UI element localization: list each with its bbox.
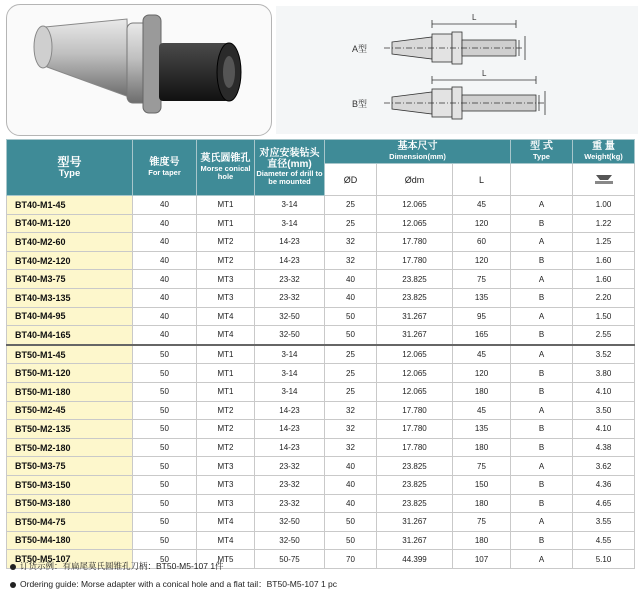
- cell-drill: 14-23: [255, 401, 325, 420]
- cell-taper: 50: [133, 475, 197, 494]
- cell-l: 75: [453, 457, 511, 476]
- bullet-icon: [10, 564, 16, 570]
- cell-dm: 17.780: [377, 420, 453, 439]
- cell-type: A: [511, 196, 573, 215]
- scale-icon: [592, 173, 616, 185]
- cell-dm: 12.065: [377, 345, 453, 364]
- cell-weight: 3.55: [573, 513, 635, 532]
- cell-d: 25: [325, 214, 377, 233]
- table-row: [7, 420, 635, 439]
- cell-drill: 23-32: [255, 475, 325, 494]
- table-row: [7, 270, 635, 289]
- cell-weight: 1.00: [573, 196, 635, 215]
- cell-l: 180: [453, 531, 511, 550]
- cell-taper: 40: [133, 233, 197, 252]
- header-drill: 对应安装钻头直径(mm) Diameter of drill to be mounted: [255, 140, 325, 196]
- cell-d: 50: [325, 307, 377, 326]
- cell-drill: 3-14: [255, 345, 325, 364]
- cell-l: 120: [453, 364, 511, 383]
- cell-dm: 31.267: [377, 326, 453, 345]
- cell-d: 40: [325, 270, 377, 289]
- table-row: [7, 196, 635, 215]
- cell-drill: 32-50: [255, 531, 325, 550]
- cell-weight: 4.10: [573, 382, 635, 401]
- cell-drill: 3-14: [255, 364, 325, 383]
- cell-morse: MT1: [197, 196, 255, 215]
- cell-model: BT40-M2-120: [7, 251, 133, 270]
- cell-d: 40: [325, 494, 377, 513]
- table-row: [7, 307, 635, 326]
- cell-type: A: [511, 457, 573, 476]
- cell-type: B: [511, 364, 573, 383]
- table-row: [7, 475, 635, 494]
- cell-morse: MT3: [197, 288, 255, 307]
- cell-weight: 3.62: [573, 457, 635, 476]
- cell-weight: 5.10: [573, 550, 635, 569]
- cell-d: 40: [325, 457, 377, 476]
- cell-dm: 23.825: [377, 475, 453, 494]
- type-blank: [511, 164, 573, 196]
- cell-morse: MT3: [197, 270, 255, 289]
- cell-dm: 12.065: [377, 364, 453, 383]
- header-type: 型 式 Type: [511, 140, 573, 164]
- cell-drill: 23-32: [255, 494, 325, 513]
- cell-weight: 4.65: [573, 494, 635, 513]
- cell-drill: 3-14: [255, 382, 325, 401]
- order-note-en: Ordering guide: Morse adapter with a conical hole and a flat tail：BT50-M5-107 1 pc: [10, 578, 337, 590]
- cell-drill: 32-50: [255, 513, 325, 532]
- table-row: [7, 251, 635, 270]
- header-morse: 莫氏圆锥孔 Morse conical hole: [197, 140, 255, 196]
- cell-l: 135: [453, 420, 511, 439]
- header-dimension: 基本尺寸 Dimension(mm): [325, 140, 511, 164]
- cell-morse: MT2: [197, 401, 255, 420]
- cell-model: BT50-M1-45: [7, 345, 133, 364]
- cell-type: A: [511, 233, 573, 252]
- table-row: [7, 494, 635, 513]
- spec-table: [6, 139, 635, 569]
- cell-taper: 40: [133, 214, 197, 233]
- cell-morse: MT5: [197, 550, 255, 569]
- cell-model: BT40-M4-95: [7, 307, 133, 326]
- header-dm: Ødm: [377, 164, 453, 196]
- cell-d: 32: [325, 401, 377, 420]
- cell-weight: 1.22: [573, 214, 635, 233]
- cell-weight: 3.52: [573, 345, 635, 364]
- cell-model: BT40-M1-120: [7, 214, 133, 233]
- cell-type: B: [511, 494, 573, 513]
- cell-type: B: [511, 438, 573, 457]
- cell-model: BT40-M1-45: [7, 196, 133, 215]
- cell-taper: 40: [133, 326, 197, 345]
- cell-model: BT40-M3-75: [7, 270, 133, 289]
- cell-type: A: [511, 401, 573, 420]
- cell-model: BT50-M4-180: [7, 531, 133, 550]
- cell-type: B: [511, 214, 573, 233]
- table-row: [7, 214, 635, 233]
- table-row: [7, 382, 635, 401]
- cell-model: BT50-M2-180: [7, 438, 133, 457]
- table-row: [7, 531, 635, 550]
- cell-model: BT50-M2-135: [7, 420, 133, 439]
- cell-dm: 17.780: [377, 401, 453, 420]
- cell-l: 135: [453, 288, 511, 307]
- cell-drill: 23-32: [255, 288, 325, 307]
- cell-dm: 44.399: [377, 550, 453, 569]
- cell-l: 120: [453, 214, 511, 233]
- cell-model: BT50-M5-107: [7, 550, 133, 569]
- cell-weight: 1.60: [573, 270, 635, 289]
- cell-type: B: [511, 382, 573, 401]
- cell-d: 32: [325, 251, 377, 270]
- cell-drill: 32-50: [255, 326, 325, 345]
- header-model: 型号 Type: [7, 140, 133, 196]
- cell-weight: 3.50: [573, 401, 635, 420]
- cell-morse: MT1: [197, 345, 255, 364]
- header-d: ØD: [325, 164, 377, 196]
- cell-weight: 4.55: [573, 531, 635, 550]
- cell-type: B: [511, 475, 573, 494]
- table-row: [7, 513, 635, 532]
- header-taper: 锥度号 For taper: [133, 140, 197, 196]
- cell-l: 180: [453, 438, 511, 457]
- cell-l: 60: [453, 233, 511, 252]
- cell-l: 120: [453, 251, 511, 270]
- table-row: [7, 438, 635, 457]
- weight-icon-cell: [573, 164, 635, 196]
- cell-type: A: [511, 307, 573, 326]
- cell-dm: 31.267: [377, 307, 453, 326]
- cell-weight: 2.20: [573, 288, 635, 307]
- cell-type: B: [511, 288, 573, 307]
- cell-morse: MT1: [197, 382, 255, 401]
- cell-model: BT40-M4-165: [7, 326, 133, 345]
- cell-d: 25: [325, 382, 377, 401]
- cell-morse: MT4: [197, 531, 255, 550]
- cell-taper: 50: [133, 345, 197, 364]
- cell-model: BT50-M2-45: [7, 401, 133, 420]
- cell-taper: 50: [133, 382, 197, 401]
- cell-taper: 40: [133, 288, 197, 307]
- cell-morse: MT3: [197, 475, 255, 494]
- cell-d: 70: [325, 550, 377, 569]
- diagram-label-b: B型: [352, 99, 368, 109]
- cell-d: 32: [325, 438, 377, 457]
- cell-taper: 40: [133, 270, 197, 289]
- cell-drill: 32-50: [255, 307, 325, 326]
- cell-l: 45: [453, 401, 511, 420]
- cell-model: BT50-M1-120: [7, 364, 133, 383]
- cell-weight: 4.38: [573, 438, 635, 457]
- cell-d: 32: [325, 420, 377, 439]
- cell-morse: MT4: [197, 307, 255, 326]
- cell-drill: 23-32: [255, 270, 325, 289]
- cell-d: 50: [325, 326, 377, 345]
- cell-taper: 50: [133, 438, 197, 457]
- cell-drill: 23-32: [255, 457, 325, 476]
- cell-model: BT50-M4-75: [7, 513, 133, 532]
- cell-dm: 17.780: [377, 233, 453, 252]
- cell-l: 165: [453, 326, 511, 345]
- cell-type: A: [511, 270, 573, 289]
- cell-morse: MT1: [197, 214, 255, 233]
- cell-model: BT50-M3-75: [7, 457, 133, 476]
- cell-morse: MT4: [197, 326, 255, 345]
- diagram-label-a: A型: [352, 44, 368, 54]
- cell-l: 45: [453, 196, 511, 215]
- cell-type: B: [511, 326, 573, 345]
- cell-weight: 1.25: [573, 233, 635, 252]
- cell-dm: 23.825: [377, 270, 453, 289]
- cell-weight: 3.80: [573, 364, 635, 383]
- cell-l: 107: [453, 550, 511, 569]
- cell-taper: 40: [133, 307, 197, 326]
- cell-d: 50: [325, 531, 377, 550]
- table-row: [7, 401, 635, 420]
- cell-morse: MT3: [197, 457, 255, 476]
- cell-weight: 4.36: [573, 475, 635, 494]
- cell-type: A: [511, 550, 573, 569]
- cell-d: 25: [325, 345, 377, 364]
- cell-l: 180: [453, 382, 511, 401]
- table-row: [7, 457, 635, 476]
- cell-weight: 1.50: [573, 307, 635, 326]
- cell-dm: 31.267: [377, 531, 453, 550]
- cell-drill: 3-14: [255, 214, 325, 233]
- technical-drawing: [370, 6, 640, 134]
- cell-morse: MT2: [197, 438, 255, 457]
- table-row: [7, 233, 635, 252]
- cell-l: 95: [453, 307, 511, 326]
- cell-type: A: [511, 345, 573, 364]
- cell-model: BT40-M3-135: [7, 288, 133, 307]
- table-row: [7, 345, 635, 364]
- order-note-cn: 订货示例：有扁尾莫氏圆锥孔刀柄：BT50-M5-107 1件: [10, 560, 224, 572]
- cell-d: 32: [325, 233, 377, 252]
- cell-taper: 50: [133, 513, 197, 532]
- cell-weight: 1.60: [573, 251, 635, 270]
- svg-text:L: L: [472, 13, 477, 22]
- cell-morse: MT2: [197, 233, 255, 252]
- cell-taper: 50: [133, 531, 197, 550]
- cell-type: B: [511, 251, 573, 270]
- cell-taper: 50: [133, 550, 197, 569]
- svg-text:L: L: [482, 69, 487, 78]
- cell-model: BT40-M2-60: [7, 233, 133, 252]
- cell-weight: 4.10: [573, 420, 635, 439]
- cell-drill: 14-23: [255, 438, 325, 457]
- cell-morse: MT3: [197, 494, 255, 513]
- cell-taper: 50: [133, 494, 197, 513]
- cell-dm: 17.780: [377, 251, 453, 270]
- cell-dm: 23.825: [377, 494, 453, 513]
- cell-morse: MT2: [197, 420, 255, 439]
- product-photo: [6, 4, 272, 136]
- cell-dm: 31.267: [377, 513, 453, 532]
- header-l: L: [453, 164, 511, 196]
- cell-dm: 12.065: [377, 196, 453, 215]
- cell-drill: 14-23: [255, 233, 325, 252]
- cell-drill: 14-23: [255, 251, 325, 270]
- table-row: [7, 364, 635, 383]
- bullet-icon: [10, 582, 16, 588]
- cell-morse: MT4: [197, 513, 255, 532]
- cell-weight: 2.55: [573, 326, 635, 345]
- cell-taper: 50: [133, 420, 197, 439]
- cell-dm: 12.065: [377, 214, 453, 233]
- cell-d: 25: [325, 364, 377, 383]
- cell-morse: MT1: [197, 364, 255, 383]
- cell-type: B: [511, 531, 573, 550]
- cell-type: B: [511, 420, 573, 439]
- cell-drill: 3-14: [255, 196, 325, 215]
- cell-d: 40: [325, 288, 377, 307]
- cell-taper: 40: [133, 196, 197, 215]
- cell-drill: 14-23: [255, 420, 325, 439]
- cell-d: 25: [325, 196, 377, 215]
- cell-dm: 23.825: [377, 457, 453, 476]
- header-weight: 重 量 Weight(kg): [573, 140, 635, 164]
- cell-model: BT50-M3-150: [7, 475, 133, 494]
- cell-taper: 50: [133, 457, 197, 476]
- cell-model: BT50-M3-180: [7, 494, 133, 513]
- cell-l: 75: [453, 270, 511, 289]
- cell-dm: 12.065: [377, 382, 453, 401]
- cell-drill: 50-75: [255, 550, 325, 569]
- cell-taper: 40: [133, 251, 197, 270]
- cell-l: 75: [453, 513, 511, 532]
- table-row: [7, 326, 635, 345]
- cell-dm: 23.825: [377, 288, 453, 307]
- cell-morse: MT2: [197, 251, 255, 270]
- cell-taper: 50: [133, 401, 197, 420]
- cell-taper: 50: [133, 364, 197, 383]
- cell-d: 40: [325, 475, 377, 494]
- cell-type: A: [511, 513, 573, 532]
- cell-l: 180: [453, 494, 511, 513]
- cell-l: 150: [453, 475, 511, 494]
- cell-d: 50: [325, 513, 377, 532]
- table-row: [7, 288, 635, 307]
- cell-l: 45: [453, 345, 511, 364]
- cell-dm: 17.780: [377, 438, 453, 457]
- cell-model: BT50-M1-180: [7, 382, 133, 401]
